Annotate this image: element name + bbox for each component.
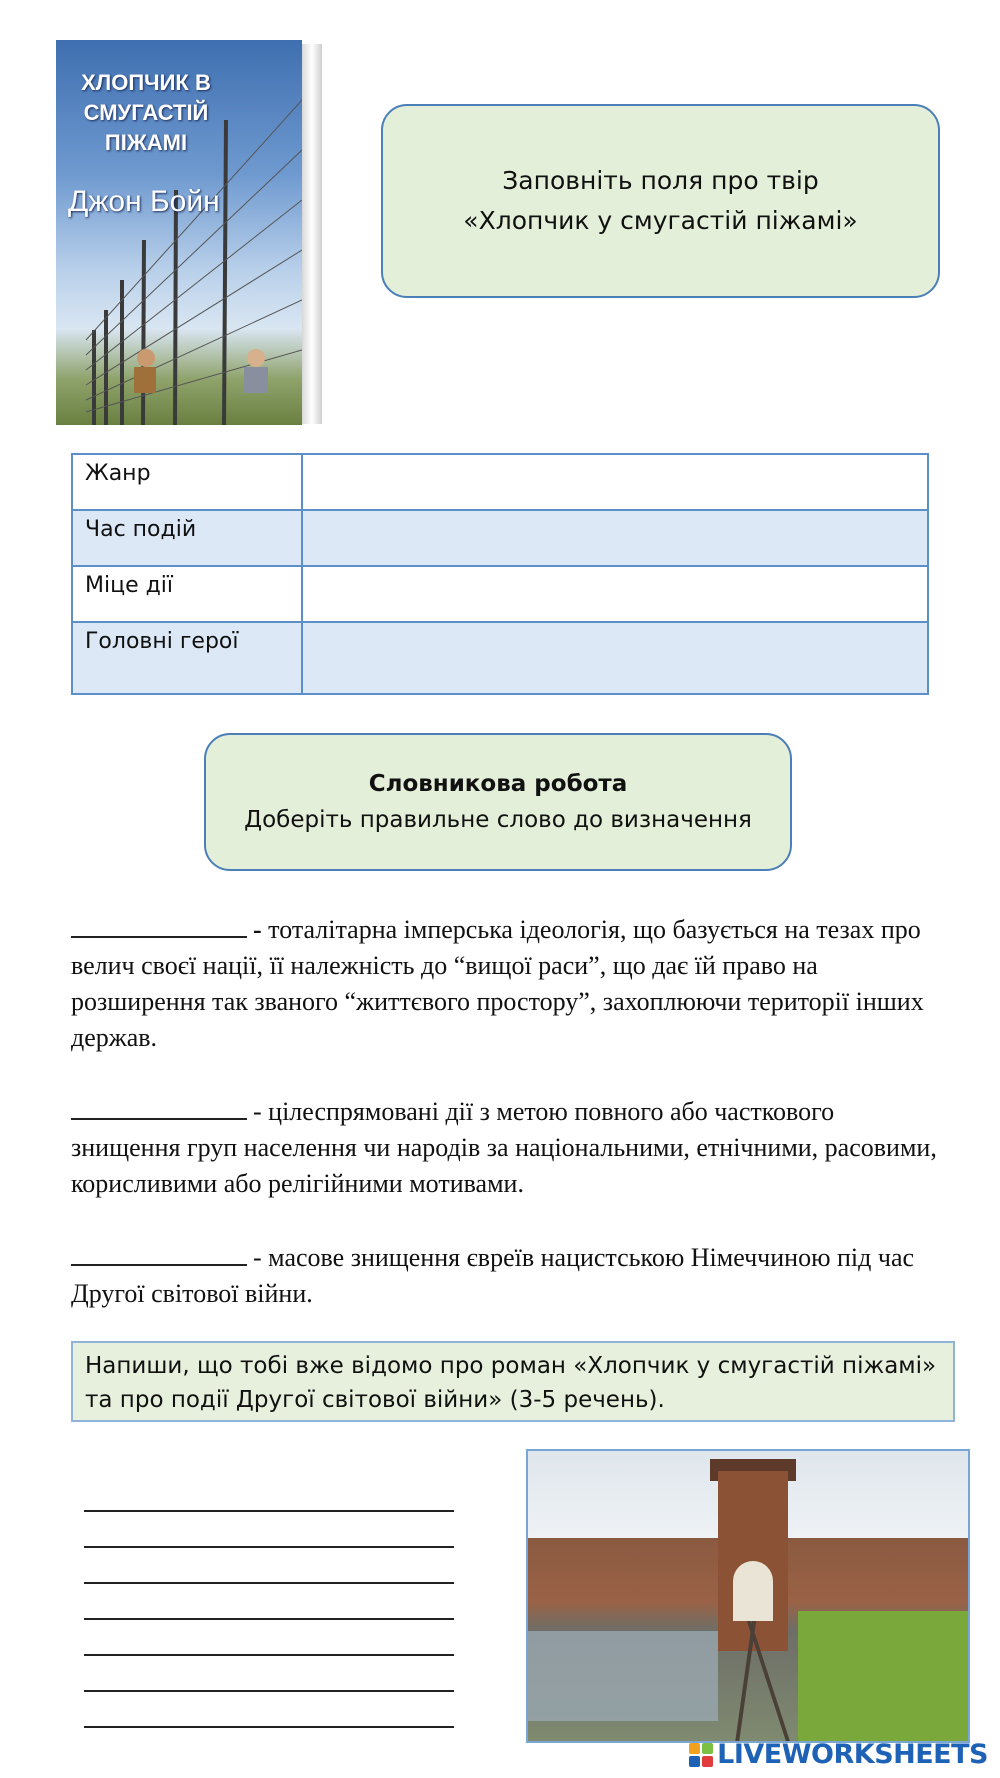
watermark-text: LIVEWORKSHEETS [717, 1739, 988, 1770]
answer-line[interactable] [84, 1476, 454, 1512]
vocabulary-box [204, 733, 792, 871]
table-row [72, 566, 928, 622]
answer-blank-3[interactable] [71, 1236, 247, 1266]
row-label-time: Час подій [72, 510, 302, 566]
answer-blank-1[interactable] [71, 908, 247, 938]
writing-task-box: Напиши, що тобі вже відомо про роман «Хлопчик у смугастій піжамі» та про події Другої світової війни» (3-5 речень). [71, 1341, 955, 1422]
answer-line[interactable] [84, 1584, 454, 1620]
instruction-line-1: Заповніть поля про твір [502, 166, 819, 195]
instruction-box [381, 104, 940, 298]
vocabulary-title: Словникова робота [368, 771, 628, 797]
place-input-cell[interactable] [302, 566, 928, 622]
row-label-genre: Жанр [72, 454, 302, 510]
definitions-list [71, 908, 941, 1346]
liveworksheets-logo-icon [689, 1743, 713, 1767]
table-row [72, 454, 928, 510]
liveworksheets-watermark [689, 1739, 988, 1770]
book-author: Джон Бойн [68, 185, 220, 218]
table-row [72, 510, 928, 566]
answer-blank-2[interactable] [71, 1090, 247, 1120]
characters-input-cell[interactable] [302, 622, 928, 694]
row-label-place: Міце дії [72, 566, 302, 622]
vocabulary-subtitle: Доберіть правильне слово до визначення [244, 807, 752, 833]
row-label-characters: Головні герої [72, 622, 302, 694]
book-front [56, 40, 302, 425]
answer-line[interactable] [84, 1620, 454, 1656]
book-page-edge [302, 44, 322, 424]
definition-item: - тоталітарна імперська ідеологія, що базується на тезах про велич своєї нації, її належність до “вищої раси”, що дає їй право на розширення так званого “життєвого простору”, захоплюючи території інших держав. [71, 908, 941, 1056]
time-input-cell[interactable] [302, 510, 928, 566]
definition-item: - цілеспрямовані дії з метою повного або часткового знищення груп населення чи народів за національними, етнічними, расовими, корисливими або релігійними мотивами. [71, 1090, 941, 1202]
instruction-line-2: «Хлопчик у смугастій піжамі» [463, 206, 858, 235]
answer-line[interactable] [84, 1512, 454, 1548]
answer-line[interactable] [84, 1656, 454, 1692]
photo-puddle [528, 1631, 718, 1721]
work-info-table [71, 453, 929, 695]
definition-item: - масове знищення євреїв нацистською Німеччиною під час Другої світової війни. [71, 1236, 941, 1312]
answer-lines [84, 1476, 454, 1728]
table-row [72, 622, 928, 694]
book-cover-image [56, 40, 322, 425]
book-title: ХЛОПЧИК В СМУГАСТІЙ ПІЖАМІ [81, 70, 211, 155]
auschwitz-gate-photo [526, 1449, 970, 1743]
answer-line[interactable] [84, 1548, 454, 1584]
answer-line[interactable] [84, 1692, 454, 1728]
genre-input-cell[interactable] [302, 454, 928, 510]
photo-grass [798, 1611, 968, 1741]
photo-gate [733, 1561, 773, 1621]
